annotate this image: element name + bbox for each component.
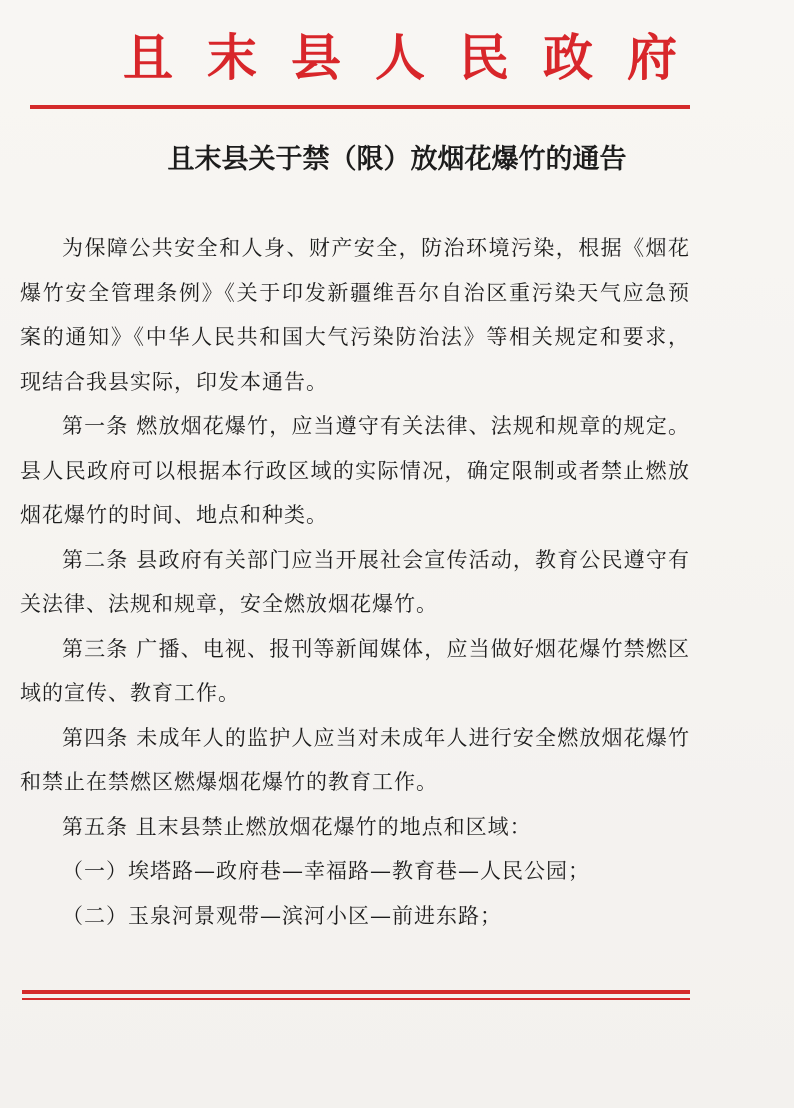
footer-red-rule-thin — [22, 998, 690, 1000]
article-4-paragraph: 第四条 未成年人的监护人应当对未成年人进行安全燃放烟花爆竹和禁止在禁燃区燃爆烟花爆竹的教育工作。 — [20, 725, 690, 794]
notice-title: 且末县关于禁（限）放烟花爆竹的通告 — [167, 144, 627, 175]
footer-red-rule-thick — [22, 990, 690, 994]
article-2-paragraph: 第二条 县政府有关部门应当开展社会宣传活动，教育公民遵守有关法律、法规和规章，安全燃放烟花爆竹。 — [20, 547, 690, 616]
header-red-rule — [30, 105, 690, 109]
notice-body — [20, 226, 690, 938]
zone-item-1: （一）埃塔路—政府巷—幸福路—教育巷—人民公园； — [62, 859, 590, 883]
preamble-paragraph: 为保障公共安全和人身、财产安全，防治环境污染，根据《烟花爆竹安全管理条例》《关于印发新疆维吾尔自治区重污染天气应急预案的通知》《中华人民共和国大气污染防治法》等相关规定和要求，现结合我县实际，印发本通告。 — [20, 236, 690, 394]
issuing-authority-header: 且末县人民政府 — [123, 28, 711, 87]
zone-item-2: （二）玉泉河景观带—滨河小区—前进东路； — [62, 903, 502, 928]
article-5-paragraph: 第五条 且末县禁止燃放烟花爆竹的地点和区域： — [62, 814, 532, 839]
article-3-paragraph: 第三条 广播、电视、报刊等新闻媒体，应当做好烟花爆竹禁燃区域的宣传、教育工作。 — [20, 636, 690, 705]
article-1-paragraph: 第一条 燃放烟花爆竹，应当遵守有关法律、法规和规章的规定。县人民政府可以根据本行政区域的实际情况，确定限制或者禁止燃放烟花爆竹的时间、地点和种类。 — [20, 414, 690, 527]
